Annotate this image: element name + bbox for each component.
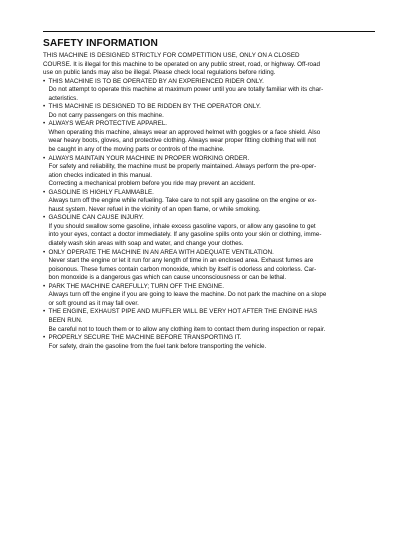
safety-item [43,189,375,215]
intro-line: THIS MACHINE IS DESIGNED STRICTLY FOR COMPETITION USE, ONLY ON A CLOSED [43,52,300,59]
safety-item-text: If you should swallow some gasoline, inhale excess gasoline vapors, or allow any gasoline to get [48,222,316,230]
intro-paragraph [43,52,375,78]
safety-item-heading: PROPERLY SECURE THE MACHINE BEFORE TRANSPORTING IT. [48,334,242,342]
safety-item-text: or soft ground as it may fall over. [48,299,139,307]
safety-item-heading: THIS MACHINE IS TO BE OPERATED BY AN EXPERIENCED RIDER ONLY. [48,77,264,85]
safety-item-text: diately wash skin areas with soap and water, and change your clothes. [48,240,244,248]
top-rule [43,31,375,32]
intro-line: COURSE. It is illegal for this machine to be operated on any public street, road, or highway. Off-road [43,60,320,68]
safety-item [43,103,375,120]
safety-item-text: ation checks indicated in this manual. [48,171,153,179]
safety-item [43,249,375,283]
bullet-icon: • [43,214,46,222]
bullet-icon: • [43,308,46,316]
safety-item-text: Be careful not to touch them or to allow any clothing item to contact them during inspection or repair. [48,325,326,333]
safety-items-list [43,78,375,352]
safety-item-text: Never start the engine or let it run for any length of time in an enclosed area. Exhaust fumes are [48,257,314,265]
safety-item-text: bon monoxide is a dangerous gas which can cause unconsciousness or can be lethal. [48,274,287,282]
safety-item-heading: PARK THE MACHINE CAREFULLY; TURN OFF THE ENGINE. [48,282,224,290]
page-title: SAFETY INFORMATION [43,38,158,49]
safety-item [43,214,375,248]
safety-item-text: Correcting a mechanical problem before you ride may prevent an accident. [48,180,256,188]
safety-item [43,283,375,309]
bullet-icon: • [43,120,46,128]
safety-item [43,155,375,189]
bullet-icon: • [43,248,46,256]
safety-item-heading: THIS MACHINE IS DESIGNED TO BE RIDDEN BY THE OPERATOR ONLY. [48,103,261,111]
safety-item-text: haust system. Never refuel in the vicinity of an open flame, or while smoking. [48,205,261,213]
bullet-icon: • [43,154,46,162]
safety-item-text: When operating this machine, always wear an approved helmet with goggles or a face shield. Also [48,128,321,136]
bullet-icon: • [43,103,46,111]
safety-item-heading: ONLY OPERATE THE MACHINE IN AN AREA WITH ADEQUATE VENTILATION. [48,248,274,256]
safety-item-text: Do not carry passengers on this machine. [48,111,164,119]
safety-item-heading: BEEN RUN. [48,316,83,324]
safety-information-page [43,31,375,351]
safety-item-text: Always turn off the engine if you are going to leave the machine. Do not park the machine on a slope [48,291,327,299]
safety-item-heading: ALWAYS WEAR PROTECTIVE APPAREL. [48,120,168,128]
safety-item-text: For safety, drain the gasoline from the fuel tank before transporting the vehicle. [48,342,267,350]
safety-item-text: For safety and reliability, the machine must be properly maintained. Always perform the pre-oper- [48,163,317,171]
bullet-icon: • [43,334,46,342]
safety-item-heading: ALWAYS MAINTAIN YOUR MACHINE IN PROPER WORKING ORDER. [48,154,250,162]
safety-item-heading: THE ENGINE, EXHAUST PIPE AND MUFFLER WILL BE VERY HOT AFTER THE ENGINE HAS [48,308,318,316]
safety-item [43,78,375,104]
bullet-icon: • [43,282,46,290]
safety-item [43,334,375,351]
safety-item-text: acteristics. [48,94,79,102]
safety-item-text: Always turn off the engine while refueling. Take care to not spill any gasoline on the engine or ex- [48,197,317,205]
safety-item-text: wear heavy boots, gloves, and protective clothing. Always wear proper fitting clothing that will not [48,137,317,145]
safety-item [43,120,375,154]
safety-item-text: Do not attempt to operate this machine at maximum power until you are totally familiar with its char- [48,86,324,94]
bullet-icon: • [43,77,46,85]
safety-item-heading: GASOLINE CAN CAUSE INJURY. [48,214,144,222]
safety-item [43,308,375,334]
safety-body [43,52,375,351]
safety-item-heading: GASOLINE IS HIGHLY FLAMMABLE. [48,188,154,196]
safety-item-text: poisonous. These fumes contain carbon monoxide, which by itself is odorless and colorless. Car- [48,265,317,273]
bullet-icon: • [43,188,46,196]
intro-line: use on public lands may also be illegal. Please check local regulations before riding. [43,69,276,77]
safety-item-text: be caught in any of the moving parts or controls of the machine. [48,146,225,154]
safety-item-text: into your eyes, contact a doctor immediately. If any gasoline spills onto your skin or clothing, imme- [48,231,322,239]
